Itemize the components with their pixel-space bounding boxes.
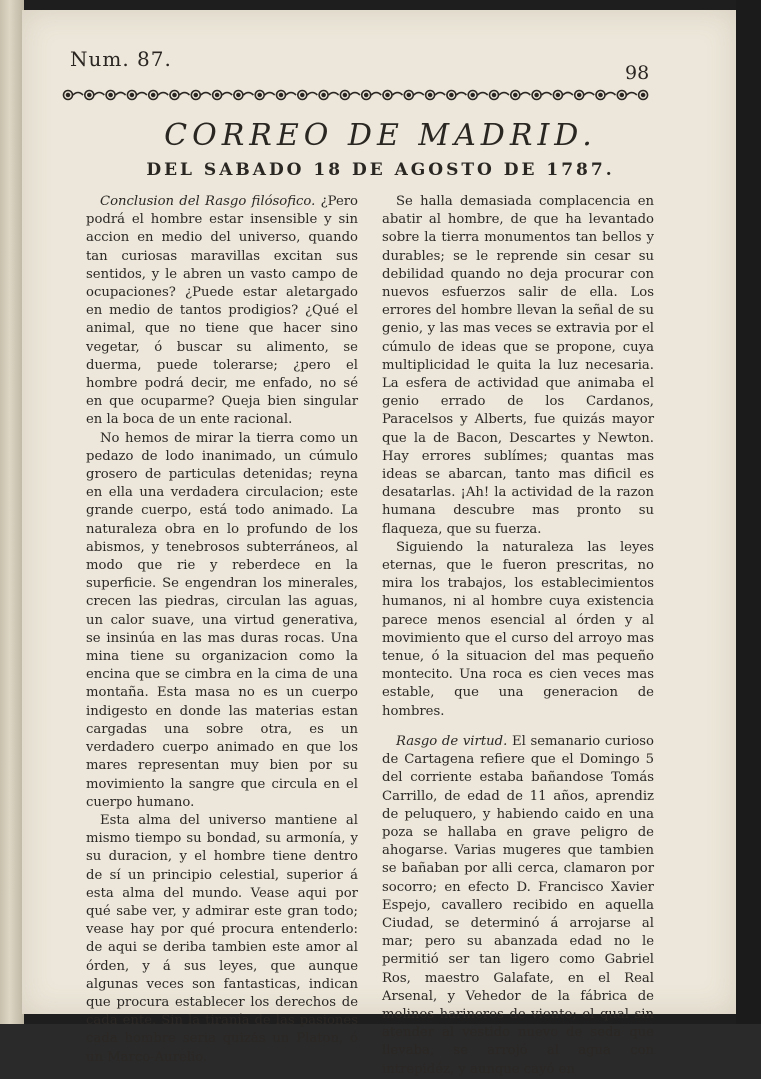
ornament-motif-center <box>322 94 325 97</box>
ornament-motif-center <box>152 94 155 97</box>
ornament-link <box>414 93 424 96</box>
ornament-motif-center <box>216 94 219 97</box>
section-heading: Conclusion del Rasgo filósofico. <box>100 194 316 209</box>
ornament-link <box>137 93 147 96</box>
paragraph-act-of-virtue <box>382 733 654 1079</box>
ornament-link <box>542 93 552 96</box>
ornament-link <box>180 93 190 96</box>
ornament-link <box>563 93 573 96</box>
ornament-motif-center <box>535 94 538 97</box>
ornament-motif-center <box>237 94 240 97</box>
ornament-link <box>329 93 339 96</box>
ornament-motif-center <box>642 94 645 97</box>
newspaper-title: CORREO DE MADRID. <box>164 118 597 153</box>
book-spine <box>0 0 24 1024</box>
ornament-motif-center <box>130 94 133 97</box>
ornament-motif-center <box>280 94 283 97</box>
paragraph-nature-laws: Siguiendo la naturaleza las leyes eternas, que le fueron prescritas, no mira los trabajos, los establecimientos humanos, ni al hombre cuya existencia parece menos esencial al órden y al movimiento que el curso del arroyo mas tenue, ó la situacion del mas pequeño montecito. Una roca es cien veces mas estable, que una generacion de hombres. <box>382 539 654 719</box>
ornament-link <box>606 93 616 96</box>
issue-number: Num. 87. <box>70 47 172 71</box>
right-column <box>382 193 654 1079</box>
printer-ornament-row <box>60 87 660 103</box>
ornament-motif-center <box>407 94 410 97</box>
ornament-motif-center <box>194 94 197 97</box>
ornament-link <box>222 93 232 96</box>
ornament-motif-center <box>514 94 517 97</box>
ornament-link <box>73 93 83 96</box>
dateline: DEL SABADO 18 DE AGOSTO DE 1787. <box>146 160 615 180</box>
ornament-motif-center <box>620 94 623 97</box>
ornament-motif-center <box>258 94 261 97</box>
ornament-motif-center <box>471 94 474 97</box>
ornament-link <box>478 93 488 96</box>
ornament-motif-center <box>88 94 91 97</box>
ornament-link <box>371 93 381 96</box>
ornament-link <box>393 93 403 96</box>
ornament-motif-center <box>173 94 176 97</box>
ornament-link <box>520 93 530 96</box>
paragraph-text: ¿Pero podrá el hombre estar insensible y sin accion en medio del universo, quando tan curiosas maravillas excitan sus sentidos, y le abren un vasto campo de ocupaciones? ¿Puede estar aletargado en medio de tantos prodigios? ¿Qué el animal, que no tiene que hacer sino vegetar, ó buscar su alimento, se duerma, puede tolerarse; ¿pero el hombre podrá decir, me enfado, no sé en que ocuparme? Queja bien singular en la boca de un ente racional. <box>86 194 358 428</box>
paragraph-human-errors: Se halla demasiada complacencia en abatir al hombre, de que ha levantado sobre la tierra monumentos tan bellos y durables; se le reprende sin cesar su debilidad quando no deja procurar con nuevos esfuerzos salir de ella. Los errores del hombre llevan la señal de su genio, y las mas veces se extravia por el cúmulo de ideas que se propone, cuya multiplicidad le quita la luz necesaria. La esfera de actividad que animaba el genio errado de los Cardanos, Paracelsos y Alberts, fue quizás mayor que la de Bacon, Descartes y Newton. Hay errores sublímes; quantas mas ideas se abarcan, tanto mas dificil es desatarlas. ¡Ah! la actividad de la razon humana descubre mas pronto su flaqueza, que su fuerza. <box>382 194 654 537</box>
ornament-link <box>243 93 253 96</box>
section-heading: Rasgo de virtud. <box>396 733 508 749</box>
ornament-motif-center <box>493 94 496 97</box>
ornament-motif-center <box>429 94 432 97</box>
ornament-motif-center <box>109 94 112 97</box>
ornament-link <box>307 93 317 96</box>
paragraph-universe-soul: Esta alma del universo mantiene al mismo tiempo su bondad, su armonía, y su duracion, y el hombre tiene dentro de sí un principio celestial, superior á esta alma del mundo. Vease aqui por qué sabe ver, y admirar este gran todo; vease hay por qué procura entenderlo: de aqui se deriba tambien este amor al órden, y á sus leyes, que aunque algunas veces son fantasticas, indican que procura establecer los derechos de cada ente. Sin la tiranía de las pasiones cada hombre seria quizás un Platon, ó un Marco-Aurelio. <box>86 812 358 1065</box>
paragraph-philosophy-conclusion <box>86 193 358 430</box>
ornament-link <box>584 93 594 96</box>
ornament-link <box>201 93 211 96</box>
ornament-motif-center <box>578 94 581 97</box>
page-edge-shadow <box>736 0 761 1024</box>
ornament-link <box>499 93 509 96</box>
ornament-motif-center <box>365 94 368 97</box>
ornament-motif-center <box>343 94 346 97</box>
ornament-link <box>265 93 275 96</box>
ornament-motif-center <box>301 94 304 97</box>
ornament-motif-center <box>386 94 389 97</box>
ornament-link <box>456 93 466 96</box>
ornament-link <box>627 93 637 96</box>
ornament-motif-center <box>67 94 70 97</box>
ornament-link <box>158 93 168 96</box>
ornament-link <box>350 93 360 96</box>
paragraph-earth-animated: No hemos de mirar la tierra como un pedazo de lodo inanimado, un cúmulo grosero de particulas detenidas; reyna en ella una verdadera circulacion; este grande cuerpo, está todo animado. La naturaleza obra en lo profundo de los abismos, y tenebrosos subterráneos, al modo que rie y reberdece en la superficie. Se engendran los minerales, crecen las piedras, circulan las aguas, un calor suave, una virtud generativa, se insinúa en las mas duras rocas. Una mina tiene su organizacion como la encina que se cimbra en la cima de una montaña. Esta masa no es un cuerpo indigesto en donde las materias estan cargadas una sobre otra, es un verdadero cuerpo animado en que los mares representan muy bien por su movimiento la sangre que circula en el cuerpo humano. <box>86 430 358 810</box>
ornament-link <box>94 93 104 96</box>
paragraph-text: El semanario curioso de Cartagena refiere que el Domingo 5 del corriente estaba bañandose Tomás Carrillo, de edad de 11 años, aprendiz de peluquero, y habiendo caido en una poza se hallaba en grave peligro de ahogarse. Varias mugeres que tambien se bañaban por alli cerca, clamaron por socorro; en efecto D. Francisco Xavier Espejo, cavallero recibido en aquella Ciudad, se determinó á arrojarse al mar; pero su abanzada edad no le permitió ser tan ligero como Gabriel Ros, maestro Galafate, en el Real Arsenal, y Vehedor de la fábrica de molinos harineros de viento; el qual sin atender al vestido nuevo de seda que llevaba, se arrojó al agua con intrepidéz, y aunque cayó en <box>382 733 654 1077</box>
ornament-motif-center <box>450 94 453 97</box>
ornament-link <box>286 93 296 96</box>
page-number: 98 <box>625 62 650 84</box>
ornament-motif-center <box>599 94 602 97</box>
ornament-link <box>116 93 126 96</box>
left-column <box>86 193 358 1067</box>
ornament-link <box>435 93 445 96</box>
ornament-motif-center <box>556 94 559 97</box>
